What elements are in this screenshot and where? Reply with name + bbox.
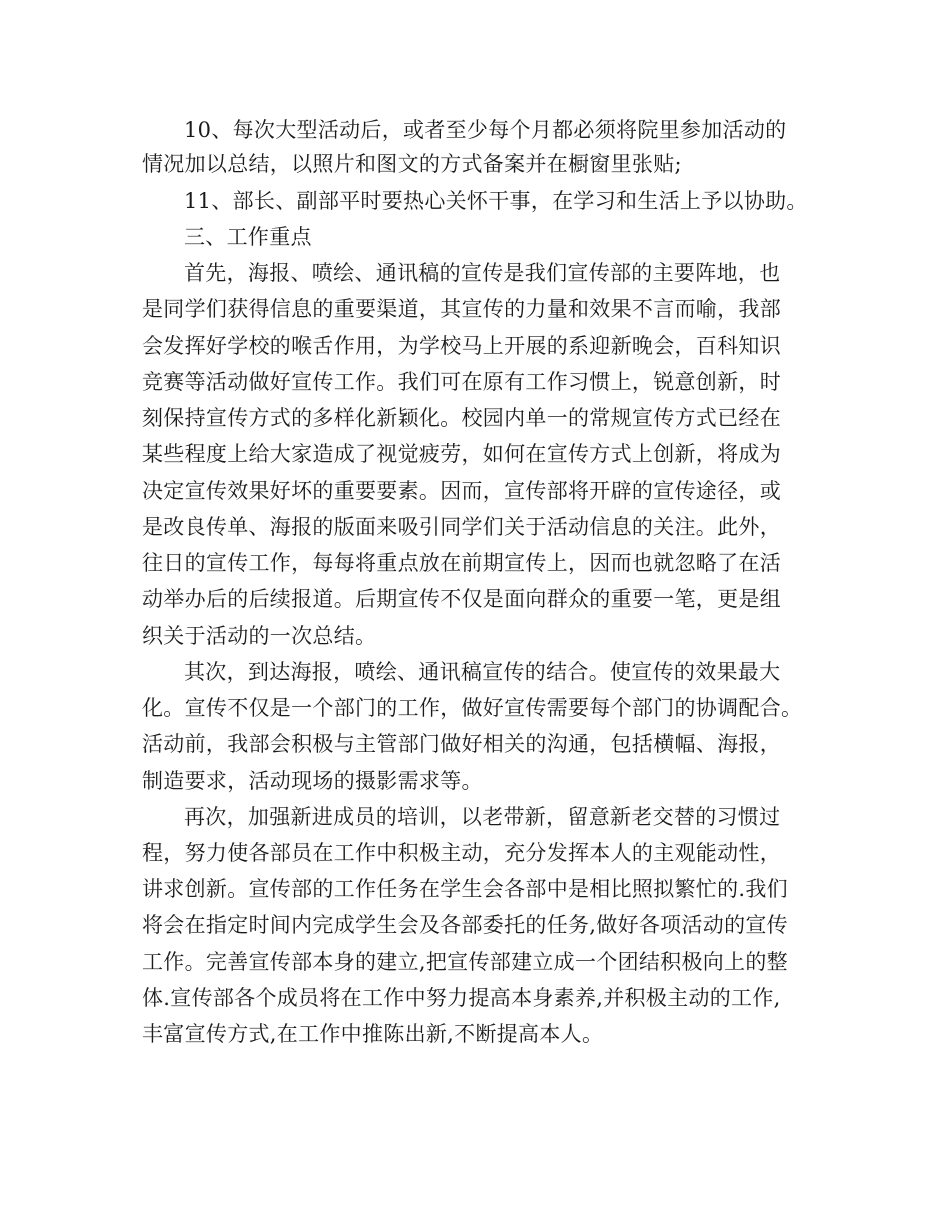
text-line: 将会在指定时间内完成学生会及各部委托的任务,做好各项活动的宣传 <box>142 913 788 937</box>
section-heading: 三、工作重点 <box>184 225 312 249</box>
text-line: 活动前，我部会积极与主管部门做好相关的沟通，包括横幅、海报， <box>142 732 781 756</box>
text-line: 动举办后的后续报道。后期宣传不仅是面向群众的重要一笔，更是组 <box>142 587 781 611</box>
text-line: 织关于活动的一次总结。 <box>142 624 377 648</box>
text-line: 体.宣传部各个成员将在工作中努力提高本身素养,并积极主动的工作, <box>142 986 781 1010</box>
text-line: 11、部长、副部平时要热心关怀干事，在学习和生活上予以协助。 <box>184 189 808 213</box>
text-line: 决定宣传效果好坏的重要要素。因而，宣传部将开辟的宣传途径，或 <box>142 479 781 503</box>
text-line: 刻保持宣传方式的多样化新颖化。校园内单一的常规宣传方式已经在 <box>142 406 781 430</box>
text-line: 讲求创新。宣传部的工作任务在学生会各部中是相比照拟繁忙的.我们 <box>142 877 788 901</box>
text-line: 往日的宣传工作，每每将重点放在前期宣传上，因而也就忽略了在活 <box>142 551 781 575</box>
text-line: 程，努力使各部员在工作中积极主动，充分发挥本人的主观能动性， <box>142 841 781 865</box>
text-line: 制造要求，活动现场的摄影需求等。 <box>142 769 483 793</box>
text-line: 首先，海报、喷绘、通讯稿的宣传是我们宣传部的主要阵地，也 <box>184 261 781 285</box>
text-line: 再次，加强新进成员的培训，以老带新，留意新老交替的习惯过 <box>184 805 781 829</box>
text-line: 工作。完善宣传部本身的建立,把宣传部建立成一个团结积极向上的整 <box>142 950 788 974</box>
text-line: 情况加以总结，以照片和图文的方式备案并在橱窗里张贴; <box>142 152 682 176</box>
text-line: 其次，到达海报，喷绘、通讯稿宣传的结合。使宣传的效果最大 <box>184 660 781 684</box>
text-line: 是改良传单、海报的版面来吸引同学们关于活动信息的关注。此外， <box>142 515 781 539</box>
text-line: 某些程度上给大家造成了视觉疲劳，如何在宣传方式上创新，将成为 <box>142 442 781 466</box>
text-line: 化。宣传不仅是一个部门的工作，做好宣传需要每个部门的协调配合。 <box>142 696 803 720</box>
text-line: 是同学们获得信息的重要渠道，其宣传的力量和效果不言而喻，我部 <box>142 297 781 321</box>
text-line: 会发挥好学校的喉舌作用，为学校马上开展的系迎新晚会，百科知识 <box>142 334 781 358</box>
text-line: 竞赛等活动做好宣传工作。我们可在原有工作习惯上，锐意创新，时 <box>142 370 781 394</box>
text-line: 10、每次大型活动后，或者至少每个月都必须将院里参加活动的 <box>184 118 787 142</box>
text-line: 丰富宣传方式,在工作中推陈出新,不断提高本人。 <box>142 1022 604 1046</box>
